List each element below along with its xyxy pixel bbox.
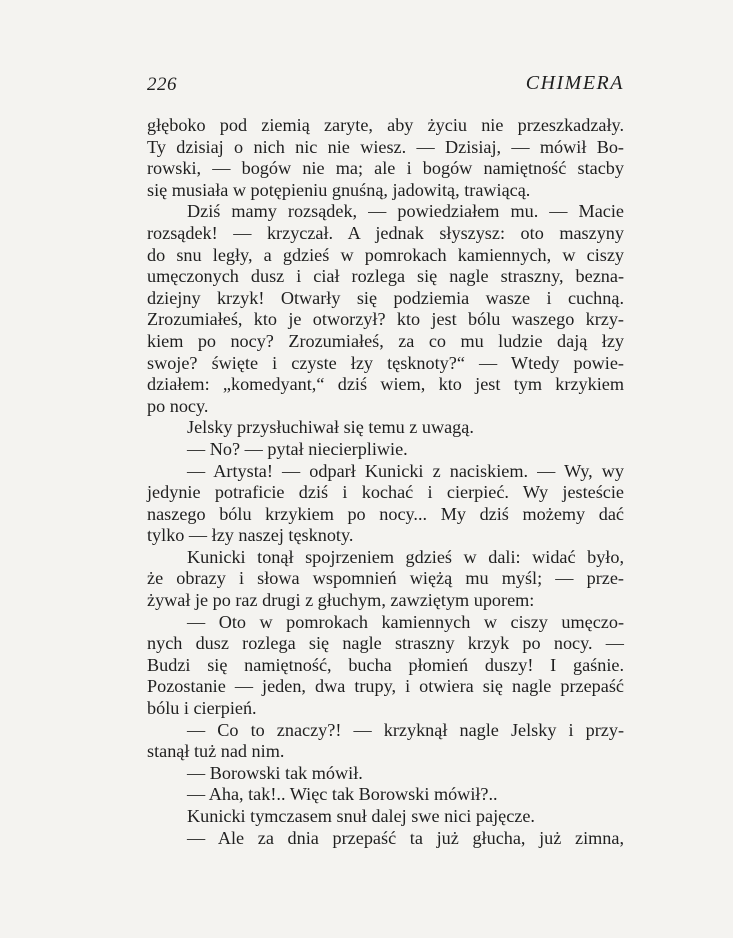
text-line: dziejny krzyk! Otwarły się podziemia wasze i cuchną. [147,287,624,308]
text-line: — No? — pytał niecierpliwie. [187,438,408,459]
text-line: Zrozumiałeś, kto je otworzył? kto jest bólu waszego krzy- [147,309,624,330]
text-line: bólu i cierpień. [147,698,257,719]
running-title: CHIMERA [525,72,624,94]
text-line: rowski, — bogów nie ma; ale i bogów namiętność stacby [147,158,624,179]
text-line: nych dusz rozlega się nagle straszny krzyk po nocy. — [147,633,624,654]
text-line: kiem po nocy? Zrozumiałeś, za co mu ludzie dają łzy [147,330,624,351]
text-line: się musiała w potępieniu gnuśną, jadowitą, trawiącą. [147,179,531,200]
page-number: 226 [147,74,177,95]
text-line: Pozostanie — jeden, dwa trupy, i otwiera się nagle przepaść [147,676,624,697]
text-line: po nocy. [147,395,209,416]
text-line: — Co to znaczy?! — krzyknął nagle Jelsky i przy- [187,719,624,740]
body-text [147,115,624,849]
text-line: Kunicki tonął spojrzeniem gdzieś w dali: widać było, [187,546,624,567]
text-line: rozsądek! — krzyczał. A jednak słyszysz: oto maszyny [147,222,624,243]
text-line: naszego bólu krzykiem po nocy... My dziś możemy dać [147,503,624,524]
text-line: — Aha, tak!.. Więc tak Borowski mówił?.. [187,784,498,805]
text-line: że obrazy i słowa wspomnień więżą mu myśl; — prze- [147,568,624,589]
text-line: Dziś mamy rozsądek, — powiedziałem mu. — Macie [187,201,624,222]
text-line: działem: „komedyant,“ dziś wiem, kto jest tym krzykiem [147,374,624,395]
text-line: do snu legły, a gdzieś w pomrokach kamiennych, w ciszy [147,244,624,265]
text-line: — Oto w pomrokach kamiennych w ciszy umęczo- [187,611,624,632]
text-line: Kunicki tymczasem snuł dalej swe nici pajęcze. [187,806,535,826]
text-line: Budzi się namiętność, bucha płomień duszy! I gaśnie. [147,654,624,675]
text-line: — Artysta! — odparł Kunicki z naciskiem. — Wy, wy [187,460,624,481]
text-line: żywał je po raz drugi z głuchym, zawziętym uporem: [147,590,535,611]
text-line: umęczonych dusz i ciał rozlega się nagle straszny, bezna- [147,266,624,287]
text-line: stanął tuż nad nim. [147,741,285,762]
text-line: Ty dzisiaj o nich nic nie wiesz. — Dzisiaj, — mówił Bo- [147,136,624,157]
text-line: — Ale za dnia przepaść ta już głucha, już zimna, [187,827,624,848]
text-line: Jelsky przysłuchiwał się temu z uwagą. [187,417,474,438]
text-line: swoje? święte i czyste łzy tęsknoty?“ — Wtedy powie- [147,352,624,373]
text-line: jedynie potraficie dziś i kochać i cierpieć. Wy jesteście [147,482,624,503]
text-line: — Borowski tak mówił. [187,762,363,783]
text-line: tylko — łzy naszej tęsknoty. [147,525,354,546]
page-header [147,70,624,100]
text-line: głęboko pod ziemią zaryte, aby życiu nie przeszkadzały. [147,115,624,135]
